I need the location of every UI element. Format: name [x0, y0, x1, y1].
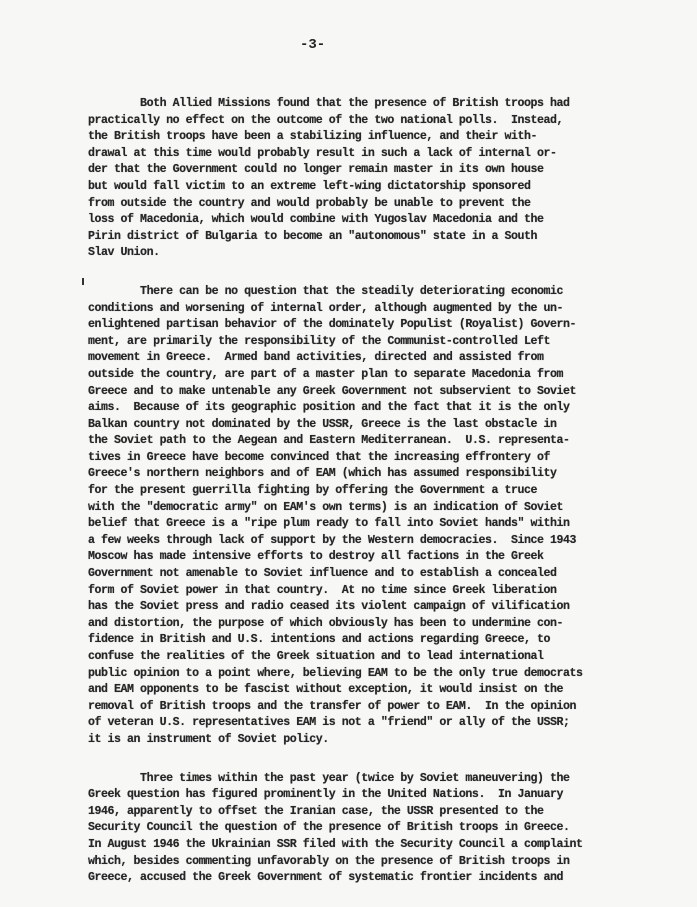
text-line: belief that Greece is a "ripe plum ready to fall into Soviet hands" within — [88, 517, 570, 531]
text-line: In August 1946 the Ukrainian SSR filed with the Security Council a complaint — [88, 837, 583, 851]
text-line: and EAM opponents to be fascist without exception, it would insist on the — [88, 683, 564, 697]
text-line: tives in Greece have become convinced that the increasing effrontery of — [88, 450, 551, 464]
text-line: which, besides commenting unfavorably on the presence of British troops in — [88, 854, 570, 868]
page-number: -3- — [300, 37, 326, 53]
text-line: removal of British troops and the transfer of power to EAM. In the opinion — [88, 699, 577, 713]
text-line: Slav Union. — [88, 246, 160, 260]
text-line: movement in Greece. Armed band activities, directed and assisted from — [88, 351, 544, 365]
text-line: Greece's northern neighbors and of EAM (which has assumed responsibility — [88, 467, 557, 481]
text-line: public opinion to a point where, believing EAM to be the only true democrats — [88, 666, 583, 680]
text-line: Pirin district of Bulgaria to become an "autonomous" state in a South — [88, 229, 538, 243]
text-line: Greek question has figured prominently in the United Nations. In January — [88, 788, 564, 802]
text-line: with the "democratic army" on EAM's own terms) is an indication of Soviet — [88, 500, 564, 514]
text-line: a few weeks through lack of support by the Western democracies. Since 1943 — [88, 533, 577, 547]
margin-mark — [82, 278, 84, 285]
text-line: Moscow has made intensive efforts to destroy all factions in the Greek — [88, 550, 544, 564]
text-line: practically no effect on the outcome of the two national polls. Instead, — [88, 113, 564, 127]
text-line: from outside the country and would probably be unable to prevent the — [88, 196, 531, 210]
paragraph-3 — [88, 771, 688, 887]
text-line: it is an instrument of Soviet policy. — [88, 732, 329, 746]
paragraph-1 — [88, 96, 688, 262]
text-line: There can be no question that the steadily deteriorating economic — [88, 284, 564, 298]
text-line: Greece, accused the Greek Government of systematic frontier incidents and — [88, 871, 564, 885]
text-line: drawal at this time would probably result in such a lack of internal or- — [88, 146, 557, 160]
text-line: form of Soviet power in that country. At no time since Greek liberation — [88, 583, 557, 597]
text-line: outside the country, are part of a master plan to separate Macedonia from — [88, 367, 564, 381]
text-line: enlightened partisan behavior of the dominately Populist (Royalist) Govern- — [88, 318, 577, 332]
text-line: Balkan country not dominated by the USSR, Greece is the last obstacle in — [88, 417, 557, 431]
text-line: ment, are primarily the responsibility of the Communist-controlled Left — [88, 334, 551, 348]
text-line: aims. Because of its geographic position and the fact that it is the only — [88, 401, 570, 415]
paragraph-2 — [88, 284, 688, 749]
text-line: but would fall victim to an extreme left-wing dictatorship sponsored — [88, 179, 531, 193]
text-line: 1946, apparently to offset the Iranian case, the USSR presented to the — [88, 804, 544, 818]
text-line: the British troops have been a stabilizing influence, and their with- — [88, 130, 538, 144]
text-line: for the present guerrilla fighting by offering the Government a truce — [88, 484, 538, 498]
text-line: Government not amenable to Soviet influence and to establish a concealed — [88, 567, 557, 581]
text-line: loss of Macedonia, which would combine with Yugoslav Macedonia and the — [88, 213, 544, 227]
text-line: Both Allied Missions found that the presence of British troops had — [88, 97, 570, 110]
text-line: the Soviet path to the Aegean and Eastern Mediterranean. U.S. representa- — [88, 434, 570, 448]
text-line: and distortion, the purpose of which obviously has been to undermine con- — [88, 616, 564, 630]
text-line: confuse the realities of the Greek situation and to lead international — [88, 650, 544, 663]
document-body — [88, 96, 688, 887]
text-line: has the Soviet press and radio ceased its violent campaign of vilification — [88, 600, 570, 614]
text-line: fidence in British and U.S. intentions and actions regarding Greece, to — [88, 633, 551, 647]
text-line: of veteran U.S. representatives EAM is not a "friend" or ally of the USSR; — [88, 716, 570, 730]
text-line: conditions and worsening of internal order, although augmented by the un- — [88, 301, 564, 315]
text-line: Three times within the past year (twice by Soviet maneuvering) the — [88, 771, 570, 785]
text-line: der that the Government could no longer remain master in its own house — [88, 163, 544, 177]
text-line: Security Council the question of the presence of British troops in Greece. — [88, 821, 570, 835]
text-line: Greece and to make untenable any Greek Government not subservient to Soviet — [88, 384, 577, 398]
